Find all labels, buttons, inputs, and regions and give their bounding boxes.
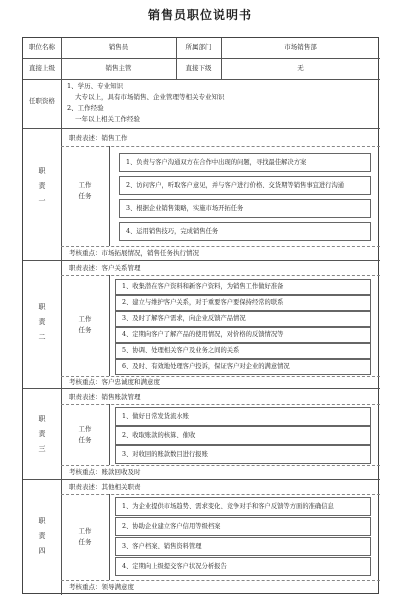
task-item: 3、及时了解客户需求，向企业反馈产品情况 (115, 311, 371, 327)
row-divider (23, 260, 380, 261)
dashed-divider (61, 376, 380, 377)
task-item: 2、建立与维护客户关系，对于重要客户要保持经常的联系 (115, 295, 371, 311)
duty-label: 职 责 一 (38, 167, 46, 205)
dashed-divider (61, 246, 380, 247)
task-item: 1、负责与客户沟通双方在合作中出现的问题，寻找最佳解决方案 (119, 153, 371, 172)
task-item: 1、为企业提供市场趋势、需求变化、竞争对手和客户反馈等方面的准确信息 (115, 497, 371, 516)
task-item: 3、根据企业销售策略，实施市场开拓任务 (119, 199, 371, 218)
row-divider (23, 388, 380, 389)
task-item: 2、协助企业建立客户信用等级档案 (115, 517, 371, 536)
task-item: 1、收集潜在客户资料和新客户资料，为销售工作做好准备 (115, 279, 371, 295)
qualification-line: 一年以上相关工作经验 (75, 115, 140, 123)
dept-value: 市场销售部 (284, 43, 317, 51)
duty-label: 职 责 四 (38, 517, 46, 555)
task-item: 2、收取账款的核算、催收 (115, 426, 371, 445)
dept-label: 所属部门 (185, 43, 212, 51)
task-label: 工作 任务 (78, 315, 92, 334)
task-item: 4、定期向上级提交客户状况分析报告 (115, 557, 371, 576)
task-item: 1、做好日常发货流水账 (115, 407, 371, 426)
duty-statement: 职责表述：其他相关职责 (69, 483, 141, 491)
subordinate-value: 无 (297, 64, 304, 72)
duty-assessment: 考核重点：市场拓展情况，销售任务执行情况 (69, 249, 199, 257)
duty-assessment: 考核重点：客户忠诚度和满意度 (69, 378, 160, 386)
row-divider (23, 479, 380, 480)
col-divider (109, 146, 110, 246)
row-divider (23, 128, 380, 129)
task-item: 4、运用销售技巧，完成销售任务 (119, 222, 371, 241)
duty-statement: 职责表述：销售工作 (69, 134, 128, 142)
col-divider (109, 404, 110, 465)
qualification-line: 2、工作经验 (67, 104, 104, 112)
position-value: 销售员 (108, 43, 129, 51)
task-label: 工作 任务 (78, 527, 92, 546)
subordinate-label: 直接下级 (185, 64, 212, 72)
row-divider (23, 79, 380, 80)
task-label: 工作 任务 (78, 181, 92, 200)
dashed-divider (61, 580, 380, 581)
task-item: 3、对收回的账款数目进行报账 (115, 445, 371, 464)
row-divider (23, 58, 380, 59)
duty-label: 职 责 二 (38, 303, 46, 341)
superior-value: 销售主管 (105, 64, 132, 72)
duty-assessment: 考核重点：领导满意度 (69, 583, 134, 591)
task-label: 工作 任务 (78, 425, 92, 444)
task-item: 3、客户档案、销售资料管理 (115, 537, 371, 556)
task-item: 2、访问客户，听取客户意见，并与客户进行价格、交货期等销售事宜进行沟通 (119, 176, 371, 195)
qualification-line: 1、学历、专业知识 (67, 82, 124, 90)
duty-statement: 职责表述：销售账款管理 (69, 393, 141, 401)
duty-label: 职 责 三 (38, 415, 46, 453)
qualification-line: 大专以上，具有市场销售、企业管理等相关专业知识 (75, 93, 225, 101)
duty-assessment: 考核重点：账款回收及时 (69, 468, 141, 476)
task-item: 4、定期向客户了解产品的使用情况，对价格的反馈情况等 (115, 327, 371, 343)
qualifications-label: 任职资格 (29, 97, 55, 105)
position-label: 职位名称 (29, 43, 55, 51)
superior-label: 直接上级 (29, 64, 55, 72)
duty-statement: 职责表述：客户关系管理 (69, 264, 141, 272)
col-divider (109, 494, 110, 580)
document-title: 销售员职位说明书 (147, 8, 252, 22)
col-divider (109, 275, 110, 376)
task-item: 5、协调、处理相关客户及业务之间的关系 (115, 343, 371, 359)
task-item: 6、及时、有效地处理客户投诉，保证客户对企业的满意情况 (115, 359, 371, 375)
dashed-divider (61, 465, 380, 466)
job-description-table (22, 37, 379, 594)
